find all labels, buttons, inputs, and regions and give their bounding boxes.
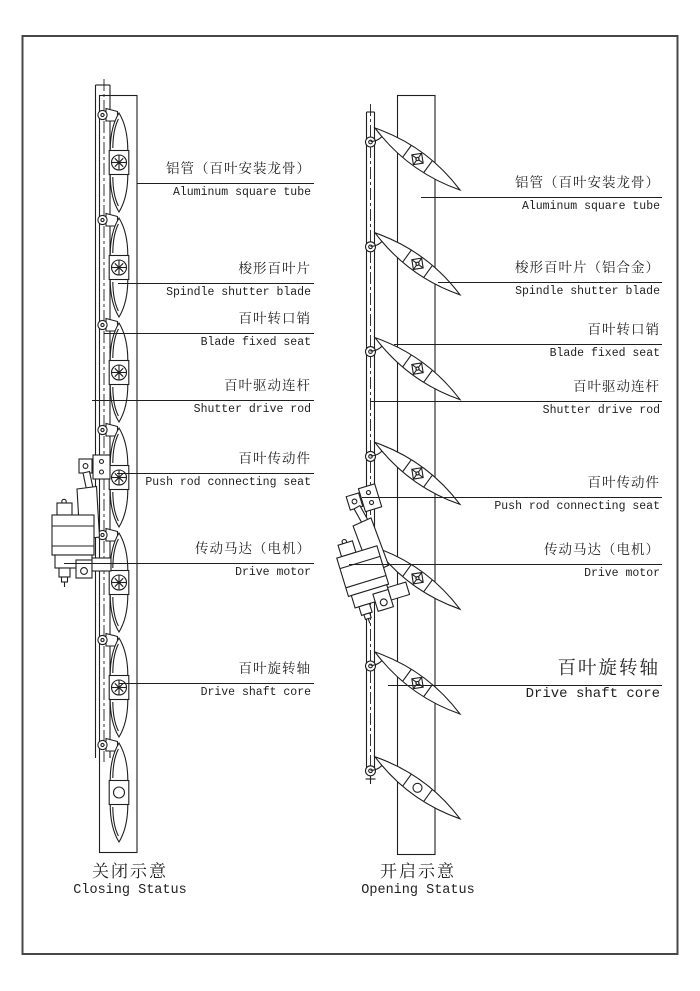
label-zh: 百叶驱动连杆 [573,379,660,394]
label-zh: 百叶旋转轴 [238,661,311,676]
label-zh: 百叶转口销 [587,322,660,337]
label-zh: 梭形百叶片（铝合金） [515,260,660,275]
label-zh: 百叶旋转轴 [557,659,660,679]
label-en: Spindle shutter blade [515,285,660,298]
label-en: Drive shaft core [525,686,660,702]
caption-en: Closing Status [73,883,187,898]
label-zh: 梭形百叶片 [238,261,311,276]
drive-motor-open [319,484,414,627]
label-en: Push rod connecting seat [145,476,311,489]
label-en: Blade fixed seat [200,336,311,349]
closed-assembly-drawing [52,79,137,853]
label-zh: 铝管（百叶安装龙骨） [515,175,660,190]
caption-en: Opening Status [361,883,475,898]
label-zh: 传动马达（电机） [544,542,660,557]
label-en: Push rod connecting seat [494,500,660,513]
label-zh: 铝管（百叶安装龙骨） [166,161,311,176]
label-shutter-blade-left [140,259,311,299]
label-aluminum-tube-right [486,173,660,213]
label-en: Shutter drive rod [542,404,660,417]
label-en: Drive shaft core [200,686,311,699]
label-zh: 百叶传动件 [587,475,660,490]
open-assembly-drawing [319,96,460,855]
label-en: Spindle shutter blade [166,286,311,299]
plain-hub-icon [413,783,422,792]
label-shaft-core-left [140,659,311,699]
caption-zh: 关闭示意 [92,862,168,881]
caption-closing-status [45,862,215,898]
label-en: Aluminum square tube [521,200,660,213]
label-en: Aluminum square tube [172,186,311,199]
label-aluminum-tube-left [140,159,311,199]
label-shaft-core-right [486,658,660,702]
label-zh: 百叶转口销 [238,311,311,326]
drive-motor-closed [52,455,111,587]
label-en: Drive motor [584,567,660,580]
label-drive-rod-left [140,376,311,416]
label-blade-fixed-seat-right [486,320,660,360]
caption-opening-status [333,862,503,898]
label-en: Shutter drive rod [193,403,311,416]
label-drive-motor-left [140,539,311,579]
label-connecting-seat-left [140,449,311,489]
label-en: Drive motor [235,566,311,579]
label-blade-fixed-seat-left [140,309,311,349]
label-en: Blade fixed seat [549,347,660,360]
label-zh: 百叶驱动连杆 [224,378,311,393]
label-drive-rod-right [486,377,660,417]
label-zh: 百叶传动件 [238,451,311,466]
label-connecting-seat-right [486,473,660,513]
label-drive-motor-right [486,540,660,580]
caption-zh: 开启示意 [380,862,456,881]
label-zh: 传动马达（电机） [195,541,311,556]
label-shutter-blade-right [486,258,660,298]
plain-hub-icon [114,787,125,798]
